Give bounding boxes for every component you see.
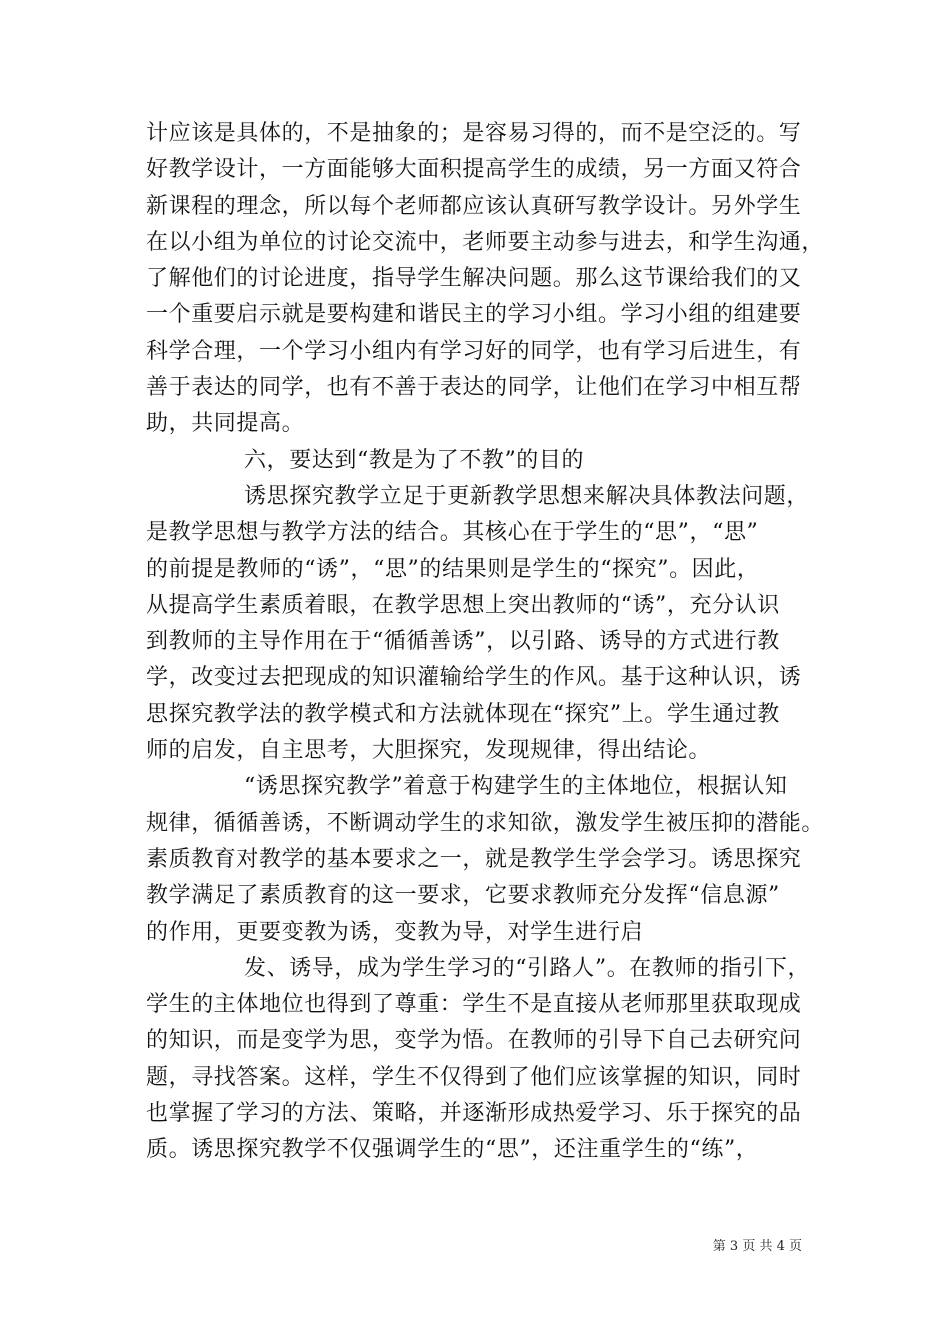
text-line: 善于表达的同学，也有不善于表达的同学，让他们在学习中相互帮 [146, 375, 802, 401]
text-line: 的前提是教师的“诱”，“思”的结果则是学生的“探究”。因此， [146, 556, 760, 582]
page-number-footer: 第 3 页 共 4 页 [712, 1239, 802, 1254]
text-line: 助，共同提高。 [146, 411, 305, 437]
text-line: 素质教育对教学的基本要求之一，就是教学生学会学习。诱思探究 [146, 846, 802, 872]
text-line: 到教师的主导作用在于“循循善诱”，以引路、诱导的方式进行教 [146, 629, 780, 655]
text-line: 题，寻找答案。这样，学生不仅得到了他们应该掌握的知识，同时 [146, 1064, 802, 1090]
text-line: 教学满足了素质教育的这一要求，它要求教师充分发挥“信息源” [146, 883, 780, 909]
text-line: 师的启发，自主思考，大胆探究，发现规律，得出结论。 [146, 738, 712, 764]
text-line: 思探究教学法的教学模式和方法就体现在“探究”上。学生通过教 [146, 701, 780, 727]
text-line: 规律，循循善诱，不断调动学生的求知欲，激发学生被压抑的潜能。 [146, 810, 825, 836]
body-text [146, 116, 825, 1169]
section-heading: 六，要达到“教是为了不教”的目的 [244, 447, 585, 473]
text-line: 在以小组为单位的讨论交流中，老师要主动参与进去，和学生沟通， [146, 229, 825, 255]
text-line: 学，改变过去把现成的知识灌输给学生的作风。基于这种认识，诱 [146, 665, 802, 691]
text-line: 了解他们的讨论进度，指导学生解决问题。那么这节课给我们的又 [146, 266, 802, 292]
text-line: 计应该是具体的，不是抽象的；是容易习得的，而不是空泛的。写 [146, 121, 802, 146]
text-line: 质。诱思探究教学不仅强调学生的“思”，还注重学生的“练”， [146, 1137, 759, 1163]
text-line: 一个重要启示就是要构建和谐民主的学习小组。学习小组的组建要 [146, 302, 802, 328]
paragraph-first-line: “诱思探究教学”着意于构建学生的主体地位，根据认知 [244, 774, 788, 800]
text-line: 是教学思想与教学方法的结合。其核心在于学生的“思”，“思” [146, 520, 759, 546]
text-line: 的知识，而是变学为思，变学为悟。在教师的引导下自己去研究问 [146, 1028, 802, 1054]
paragraph-first-line: 诱思探究教学立足于更新教学思想来解决具体教法问题， [244, 483, 810, 509]
text-line: 的作用，更要变教为诱，变教为导，对学生进行启 [146, 919, 644, 945]
paragraph-first-line: 发、诱导，成为学生学习的“引路人”。在教师的指引下， [244, 955, 811, 981]
text-line: 学生的主体地位也得到了尊重：学生不是直接从老师那里获取现成 [146, 992, 802, 1018]
text-line: 好教学设计，一方面能够大面积提高学生的成绩，另一方面又符合 [146, 157, 802, 183]
text-line: 科学合理，一个学习小组内有学习好的同学，也有学习后进生，有 [146, 338, 802, 364]
text-line: 也掌握了学习的方法、策略，并逐渐形成热爱学习、乐于探究的品 [146, 1101, 802, 1127]
text-line: 新课程的理念，所以每个老师都应该认真研写教学设计。另外学生 [146, 193, 802, 219]
text-line: 从提高学生素质着眼，在教学思想上突出教师的“诱”，充分认识 [146, 592, 780, 618]
